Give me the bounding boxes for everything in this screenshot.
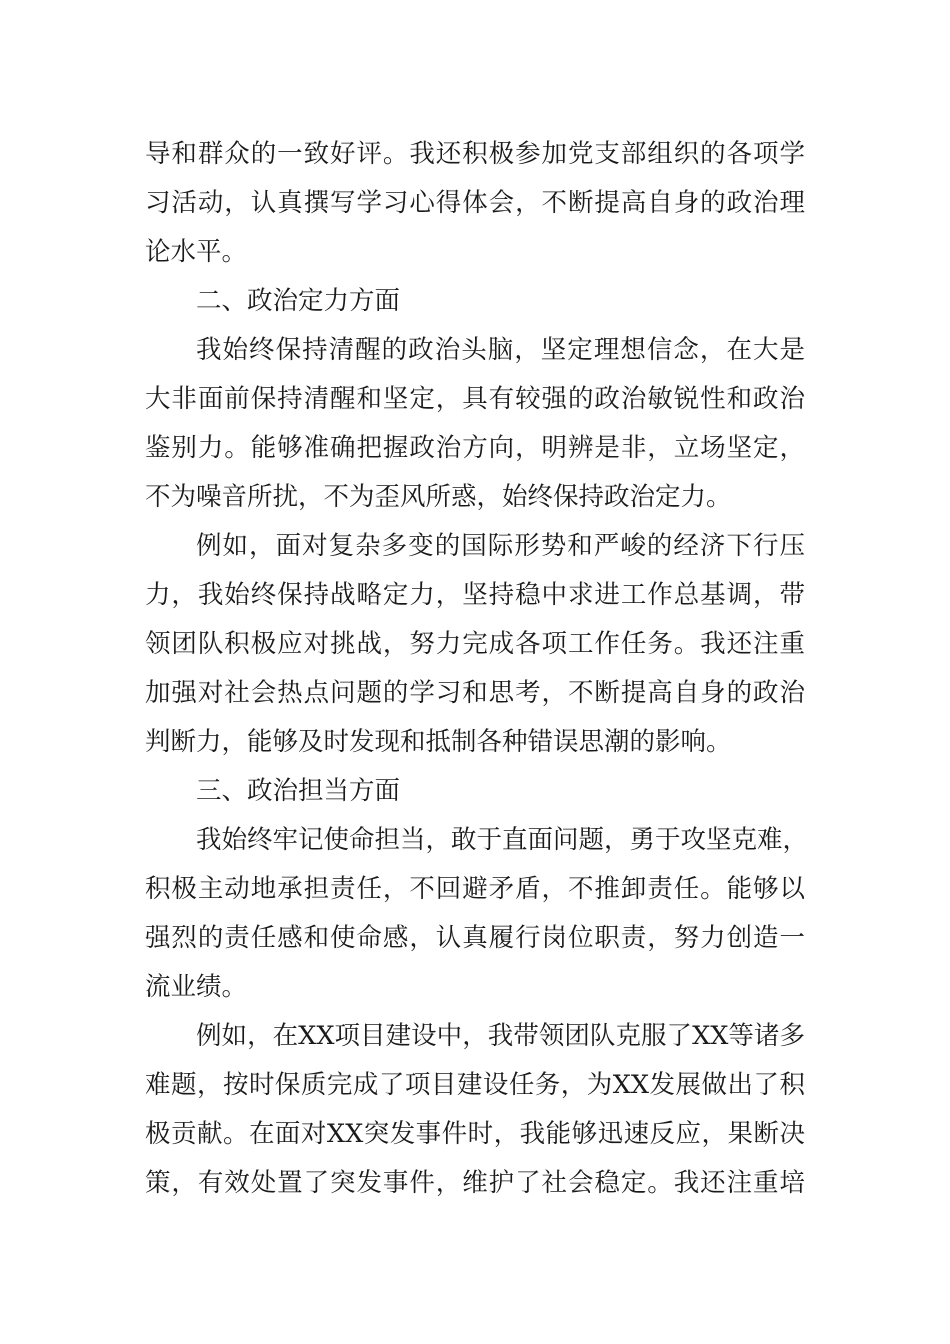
text-line: 我始终保持清醒的政治头脑，坚定理想信念，在大是 xyxy=(196,335,805,365)
text-line: 领团队积极应对挑战，努力完成各项工作任务。我还注重 xyxy=(145,629,805,659)
document-body xyxy=(145,130,809,1208)
text-line: 流业绩。 xyxy=(145,972,248,1002)
section-heading: 三、政治担当方面 xyxy=(196,776,401,806)
text-line: 大非面前保持清醒和坚定，具有较强的政治敏锐性和政治 xyxy=(145,384,805,414)
text-line: 积极主动地承担责任，不回避矛盾，不推卸责任。能够以 xyxy=(145,874,805,904)
text-line: 难题，按时保质完成了项目建设任务，为XX发展做出了积 xyxy=(145,1070,805,1100)
text-line: 例如，面对复杂多变的国际形势和严峻的经济下行压 xyxy=(196,531,805,561)
text-line: 加强对社会热点问题的学习和思考，不断提高自身的政治 xyxy=(145,678,805,708)
text-line: 导和群众的一致好评。我还积极参加党支部组织的各项学 xyxy=(145,139,805,169)
text-line: 习活动，认真撰写学习心得体会，不断提高自身的政治理 xyxy=(145,188,805,218)
text-line: 力，我始终保持战略定力，坚持稳中求进工作总基调，带 xyxy=(145,580,805,610)
text-line: 判断力，能够及时发现和抵制各种错误思潮的影响。 xyxy=(145,727,732,757)
text-line: 极贡献。在面对XX突发事件时，我能够迅速反应，果断决 xyxy=(145,1119,805,1149)
section-heading: 二、政治定力方面 xyxy=(196,286,401,316)
text-line: 不为噪音所扰，不为歪风所惑，始终保持政治定力。 xyxy=(145,482,732,512)
text-line: 鉴别力。能够准确把握政治方向，明辨是非，立场坚定， xyxy=(145,433,805,463)
text-line: 我始终牢记使命担当，敢于直面问题，勇于攻坚克难， xyxy=(196,825,809,855)
text-line: 策，有效处置了突发事件，维护了社会稳定。我还注重培 xyxy=(145,1168,805,1198)
text-line: 例如，在XX项目建设中，我带领团队克服了XX等诸多 xyxy=(196,1021,805,1051)
text-line: 论水平。 xyxy=(145,237,248,267)
text-line: 强烈的责任感和使命感，认真履行岗位职责，努力创造一 xyxy=(145,923,805,953)
